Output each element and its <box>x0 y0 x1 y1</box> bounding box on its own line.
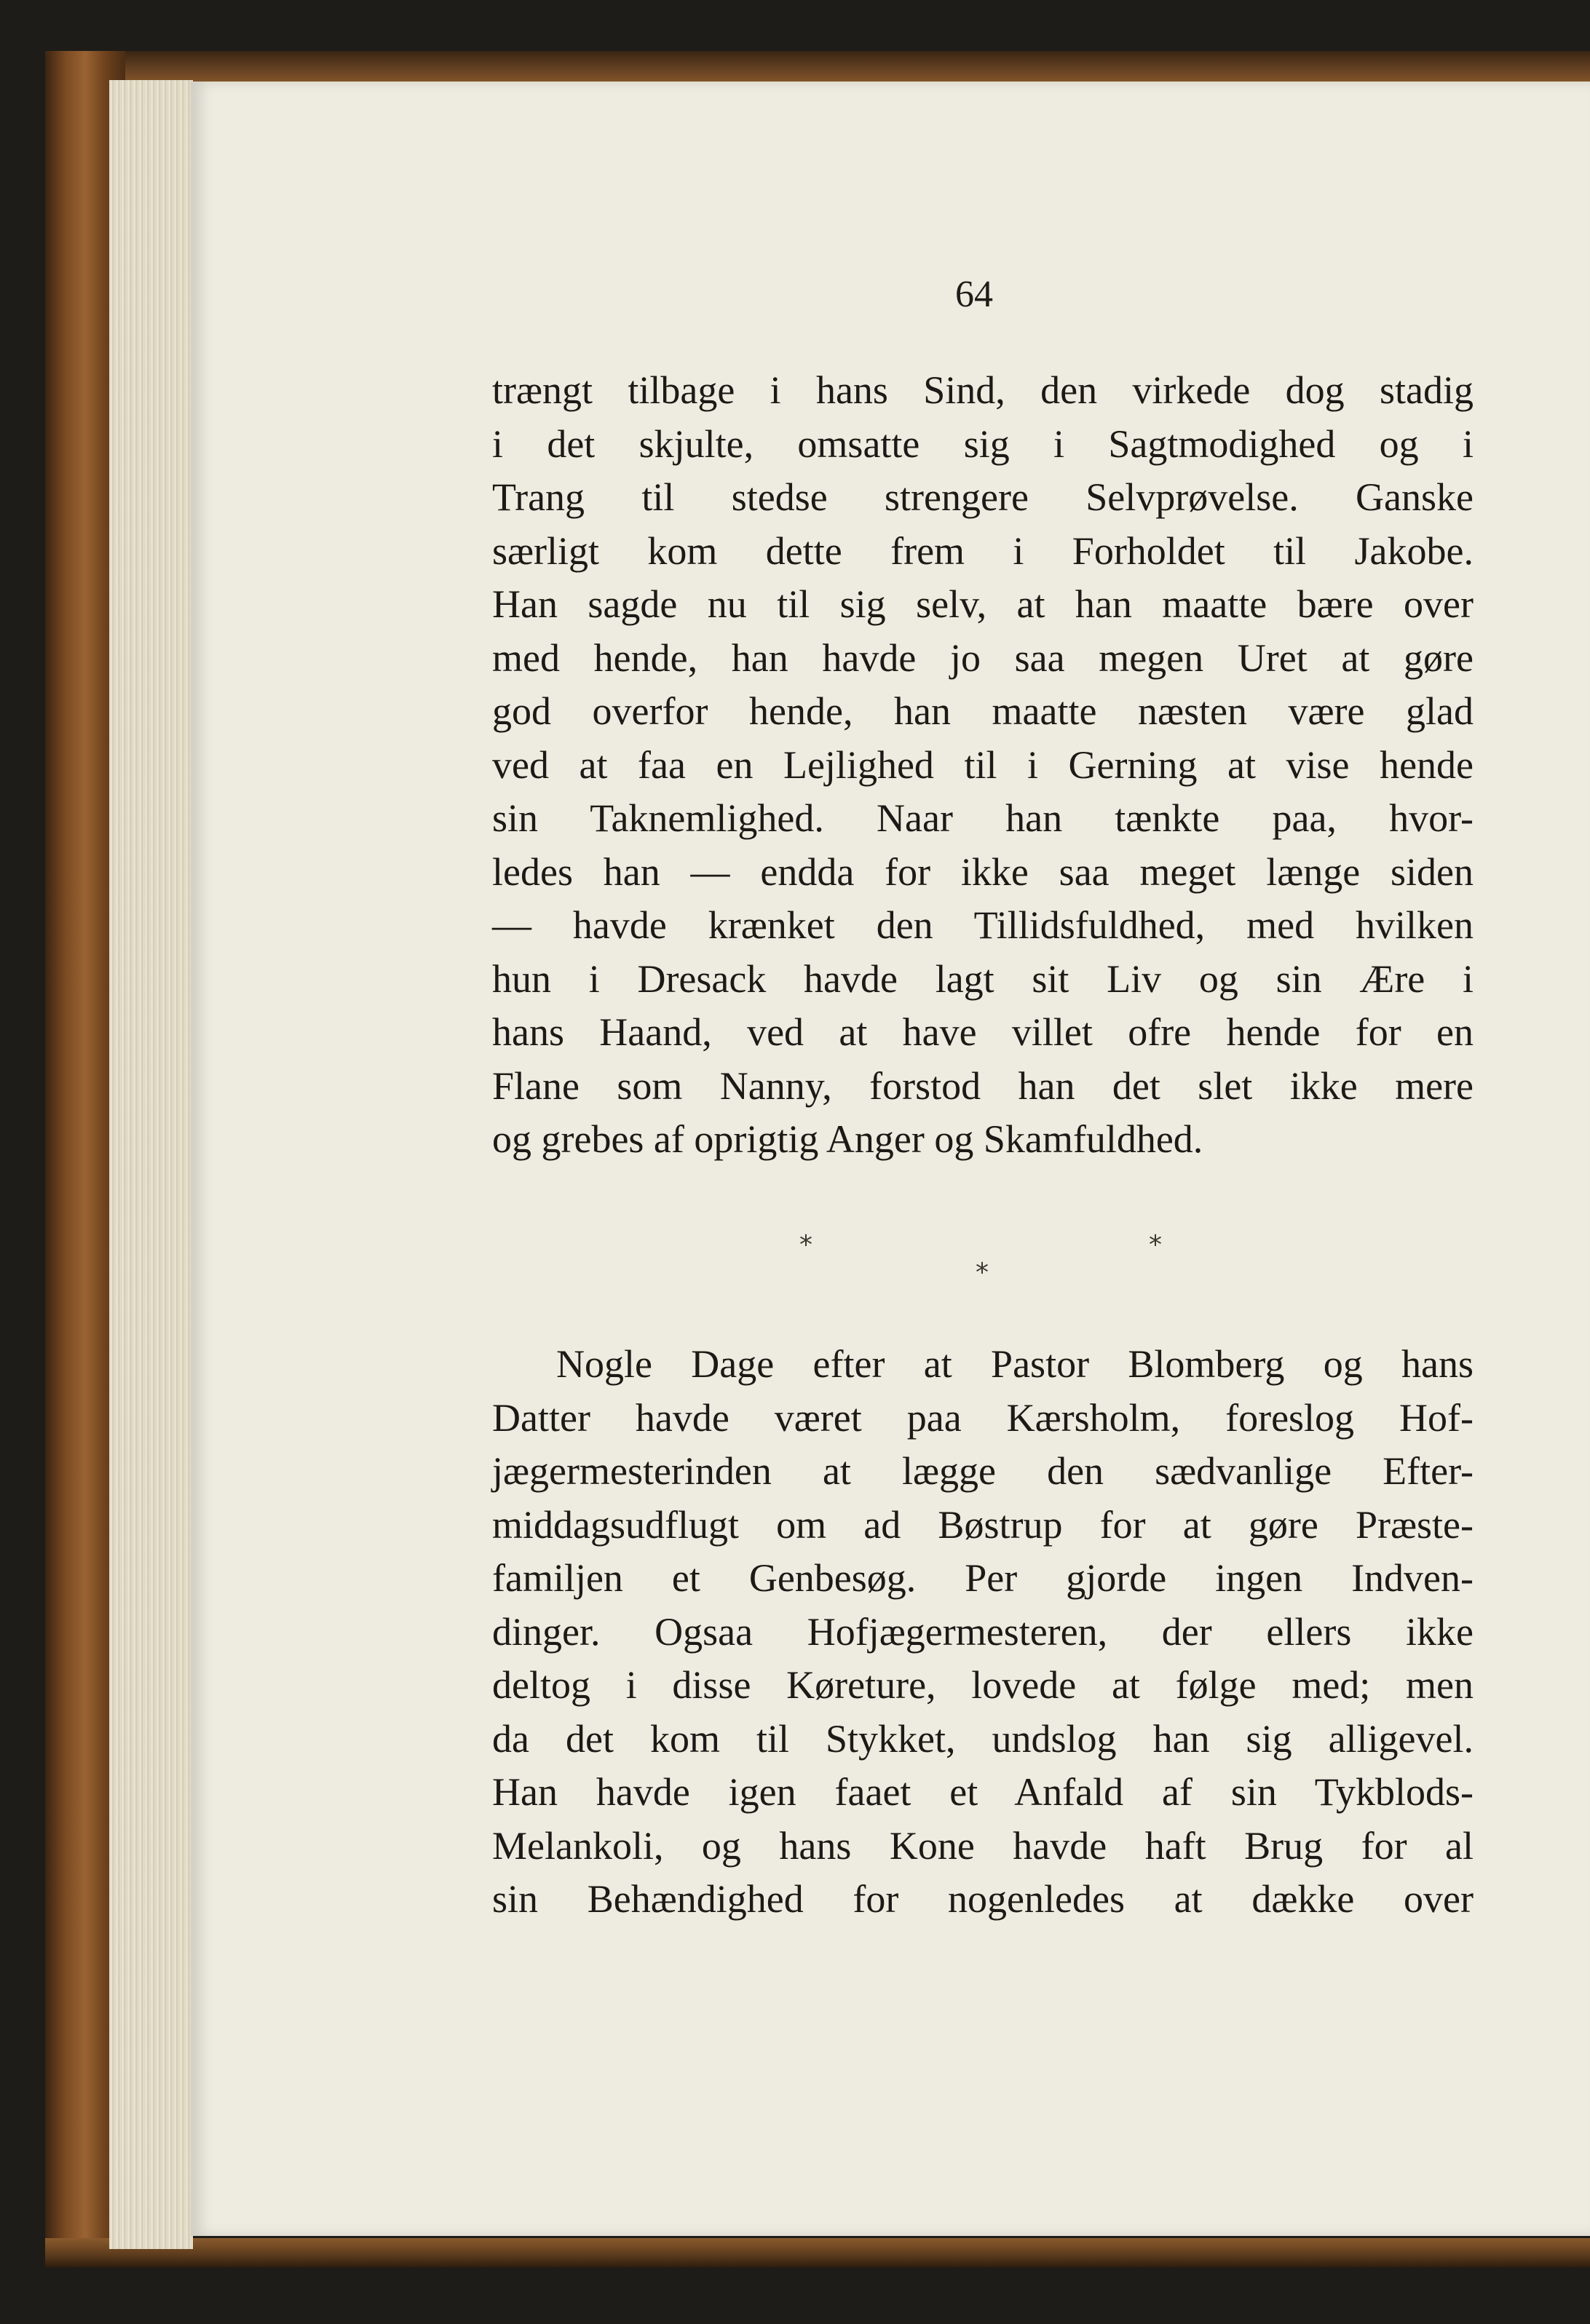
text-line: dinger. Ogsaa Hofjægermesteren, der ellers ikke <box>492 1609 1474 1654</box>
text-line: sin Taknemlighed. Naar han tænkte paa, hvor- <box>492 796 1474 840</box>
text-line: og grebes af oprigtig Anger og Skamfuldhed. <box>492 1117 1203 1161</box>
text-line: hun i Dresack havde lagt sit Liv og sin Ære i <box>492 956 1474 1001</box>
text-line: i det skjulte, omsatte sig i Sagtmodighed og i <box>492 421 1474 466</box>
text-line: da det kom til Stykket, undslog han sig alligevel. <box>492 1716 1474 1761</box>
text-line: familjen et Genbesøg. Per gjorde ingen Indven- <box>492 1556 1474 1600</box>
text-line: ledes han — endda for ikke saa meget længe siden <box>492 849 1474 894</box>
text-line: Flane som Nanny, forstod han det slet ikke mere <box>492 1063 1474 1108</box>
text-line: Datter havde været paa Kærsholm, foreslog Hof- <box>492 1395 1474 1440</box>
text-line: Nogle Dage efter at Pastor Blomberg og hans <box>556 1342 1474 1386</box>
text-line: Han sagde nu til sig selv, at han maatte bære over <box>492 582 1474 626</box>
asterisk-right: * <box>1149 1230 1162 1260</box>
text-line: Trang til stedse strengere Selvprøvelse. Ganske <box>492 475 1474 519</box>
text-line: hans Haand, ved at have villet ofre hende for en <box>492 1010 1474 1054</box>
page-number: 64 <box>955 274 993 315</box>
asterisk-left: * <box>799 1230 812 1260</box>
text-line: sin Behændighed for nogenledes at dække over <box>492 1877 1474 1921</box>
text-line: middagsudflugt om ad Bøstrup for at gøre Præste- <box>492 1502 1474 1547</box>
text-line: med hende, han havde jo saa megen Uret at gøre <box>492 635 1474 680</box>
paragraph-1 <box>492 364 1474 1167</box>
text-line: jægermesterinden at lægge den sædvanlige Efter- <box>492 1449 1474 1493</box>
binding-bottom-edge <box>45 2238 1590 2267</box>
page-edges <box>109 80 193 2249</box>
text-line: deltog i disse Køreture, lovede at følge med; men <box>492 1663 1474 1707</box>
text-line: Melankoli, og hans Kone havde haft Brug for al <box>492 1823 1474 1868</box>
text-line: Han havde igen faaet et Anfald af sin Tykblods- <box>492 1770 1474 1814</box>
binding-top-edge <box>45 51 1590 86</box>
paragraph-2 <box>492 1338 1474 1927</box>
text-line: — havde krænket den Tillidsfuldhed, med hvilken <box>492 903 1474 947</box>
text-line: ved at faa en Lejlighed til i Gerning at vise hende <box>492 742 1474 787</box>
text-line: særligt kom dette frem i Forholdet til Jakobe. <box>492 528 1474 573</box>
asterisk-center: * <box>976 1258 989 1288</box>
text-line: trængt tilbage i hans Sind, den virkede dog stadig <box>492 368 1474 412</box>
text-line: god overfor hende, han maatte næsten være glad <box>492 689 1474 733</box>
